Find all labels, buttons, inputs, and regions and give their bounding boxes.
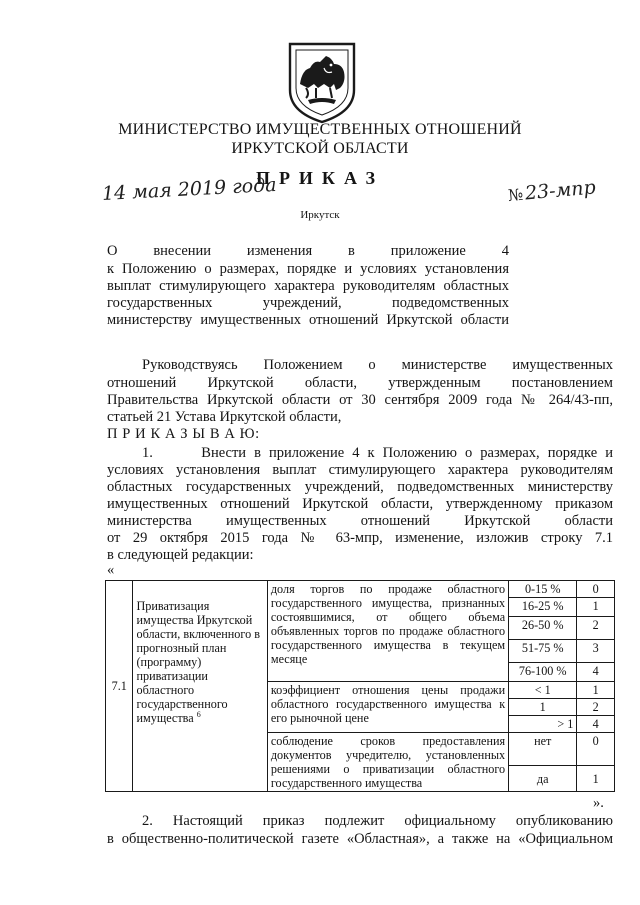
item2-line-2: в общественно-политической газете «Областная», а также на «Официальном	[107, 831, 613, 847]
subject-word: внесении	[153, 243, 212, 259]
number-sign: №	[507, 184, 524, 205]
item1-line-1: 1. Внести в приложение 4 к Положению о размерах, порядке и	[142, 445, 613, 461]
points-cell: 1	[577, 598, 615, 617]
value-cell: да	[509, 766, 577, 792]
subject-word: О	[107, 243, 118, 259]
item2-line-1: 2. Настоящий приказ подлежит официальному опубликованию	[142, 813, 613, 829]
value-cell: 51-75 %	[509, 640, 577, 663]
handwritten-date: 14 мая 2019 года	[101, 173, 278, 205]
document-type-title: ПРИКАЗ	[255, 168, 385, 188]
order-word: П Р И К А З Ы В А Ю:	[107, 426, 260, 442]
value-cell: 26-50 %	[509, 617, 577, 640]
points-cell: 2	[577, 699, 615, 716]
criteria-table	[105, 580, 615, 792]
value-cell: нет	[509, 733, 577, 766]
points-cell: 4	[577, 663, 615, 682]
preamble-line-2: отношений Иркутской области, утвержденным постановлением	[107, 375, 613, 391]
subject-line-2: к Положению о размерах, порядке и условиях установления	[107, 261, 509, 277]
item1-line-3: областных государственных учреждений, подведомственных министерству	[107, 479, 613, 495]
indicator-text: Приватизация имущества Иркутской области, включенного в прогнозный план (программу) приватизации областного государственного имущества	[136, 599, 260, 725]
ministry-name-line1: МИНИСТЕРСТВО ИМУЩЕСТВЕННЫХ ОТНОШЕНИЙ	[118, 121, 522, 138]
item1-line-2: условиях установления выплат стимулирующего характера руководителям	[107, 462, 613, 478]
footnote-mark: 6	[196, 709, 201, 719]
subject-word: изменения	[246, 243, 313, 259]
value-cell: 1	[509, 699, 577, 716]
points-cell: 1	[577, 766, 615, 792]
points-cell: 0	[577, 581, 615, 598]
subject-line-5: министерству имущественных отношений Иркутской области	[107, 312, 509, 328]
value-cell: 16-25 %	[509, 598, 577, 617]
value-cell: 76-100 %	[509, 663, 577, 682]
points-cell: 0	[577, 733, 615, 766]
item1-line-6: от 29 октября 2015 года № 63-мпр, изменение, изложив строку 7.1	[107, 530, 613, 546]
criterion-cell: доля торгов по продаже областного государственного имущества, признанных состоявшимися, от общего объема объявленных торгов по продаже областного государственного имущества в текущем месяце	[267, 581, 508, 682]
item1-line-7: в следующей редакции:	[107, 547, 254, 563]
criterion-cell: коэффициент отношения цены продажи областного государственного имущества к его рыночной цене	[267, 682, 508, 733]
value-cell: > 1	[509, 716, 577, 733]
ministry-name-line2: ИРКУТСКОЙ ОБЛАСТИ	[231, 140, 409, 157]
points-cell: 2	[577, 617, 615, 640]
indicator-cell	[133, 581, 267, 792]
points-cell: 4	[577, 716, 615, 733]
subject-word: приложение	[390, 243, 466, 259]
table-row	[106, 581, 615, 598]
criterion-cell: соблюдение сроков предоставления документов учредителю, установленных решениями о приватизации областного государственного имущества	[267, 733, 508, 792]
subject-word: в	[348, 243, 355, 259]
subject-word: 4	[501, 243, 509, 259]
subject-line-1	[107, 244, 509, 260]
opening-quote: «	[107, 562, 115, 578]
city-name: Иркутск	[300, 209, 340, 221]
subject-word: подведомственных	[392, 295, 509, 311]
coat-of-arms-emblem	[286, 38, 358, 124]
points-cell: 1	[577, 682, 615, 699]
preamble-line-4: статьей 21 Устава Иркутской области,	[107, 409, 342, 425]
item1-line-4: имущественных отношений Иркутской области, утвержденному приказом	[107, 496, 613, 512]
closing-quote: ».	[593, 795, 604, 811]
row-number-cell: 7.1	[106, 581, 133, 792]
subject-line-4	[107, 296, 509, 312]
points-cell: 3	[577, 640, 615, 663]
preamble-line-3: Правительства Иркутской области от 30 сентября 2009 года № 264/43-пп,	[107, 392, 613, 408]
value-cell: < 1	[509, 682, 577, 699]
handwritten-number: 23-мпр	[524, 176, 597, 205]
subject-word: государственных	[107, 295, 213, 311]
item1-line-5: министерства имущественных отношений Иркутской области	[107, 513, 613, 529]
subject-line-3: выплат стимулирующего характера руководителям областных	[107, 278, 509, 294]
preamble-line-1: Руководствуясь Положением о министерстве имущественных	[142, 357, 613, 373]
value-cell: 0-15 %	[509, 581, 577, 598]
subject-word: учреждений,	[262, 295, 342, 311]
